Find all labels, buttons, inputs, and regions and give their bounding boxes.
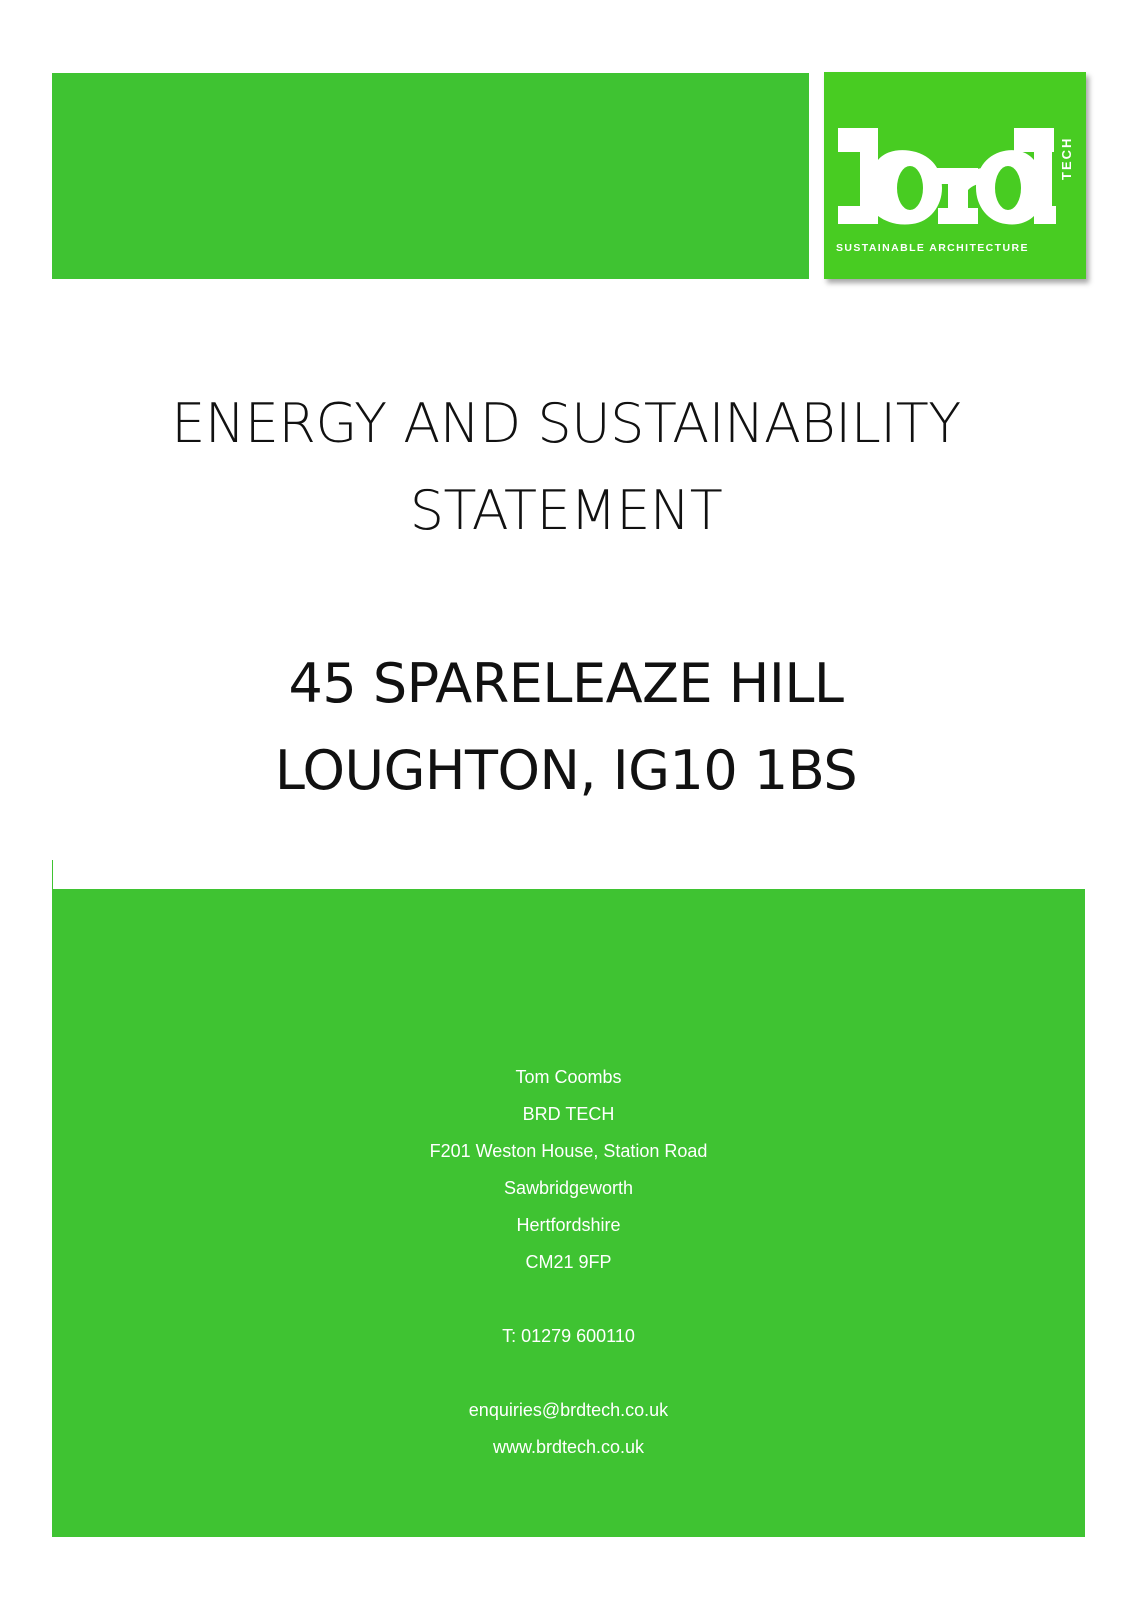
divider-line: [52, 860, 53, 890]
site-address: [0, 640, 1132, 814]
logo-tagline: SUSTAINABLE ARCHITECTURE: [836, 242, 1029, 254]
address-line-1: 45 SPARELEAZE HILL: [288, 652, 844, 715]
address-line-2: LOUGHTON, IG10 1BS: [274, 739, 858, 802]
contact-phone: T: 01279 600110: [502, 1326, 635, 1346]
spacer: [52, 1281, 1085, 1318]
contact-details: [52, 1059, 1085, 1466]
contact-county: Hertfordshire: [516, 1215, 621, 1235]
contact-green-panel: [52, 889, 1085, 1537]
contact-name: Tom Coombs: [515, 1067, 622, 1087]
header-green-band: [52, 73, 809, 279]
brd-tech-logo: [824, 72, 1086, 279]
document-title: [0, 380, 1132, 554]
spacer: [52, 1355, 1085, 1392]
logo-side-text: TECH: [1059, 136, 1074, 180]
title-line-1: ENERGY AND SUSTAINABILITY: [171, 392, 961, 455]
contact-street: F201 Weston House, Station Road: [429, 1141, 708, 1161]
title-line-2: STATEMENT: [409, 479, 723, 542]
contact-website[interactable]: www.brdtech.co.uk: [492, 1437, 645, 1457]
contact-company: BRD TECH: [522, 1104, 615, 1124]
contact-postcode: CM21 9FP: [525, 1252, 612, 1272]
contact-email[interactable]: enquiries@brdtech.co.uk: [468, 1400, 669, 1420]
contact-town: Sawbridgeworth: [503, 1178, 634, 1198]
